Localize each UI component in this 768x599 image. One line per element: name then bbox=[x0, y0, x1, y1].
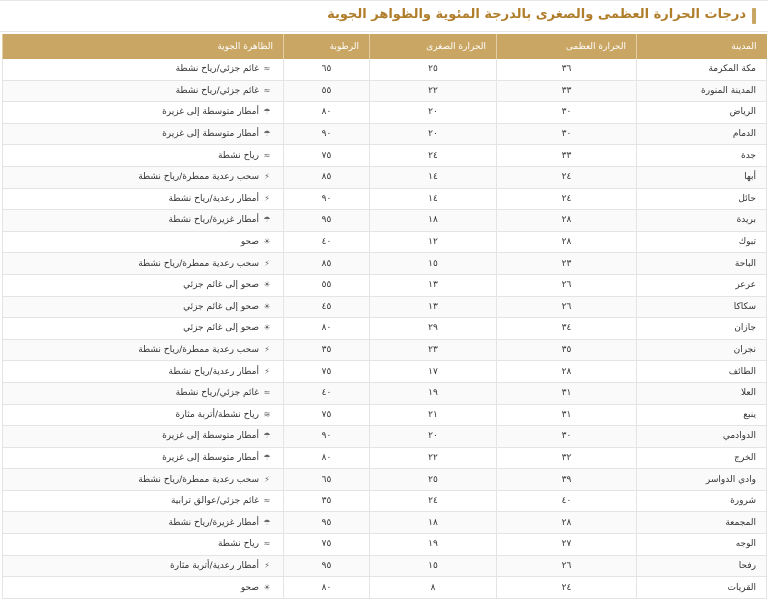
cell-city: نجران bbox=[637, 339, 767, 361]
phenomenon-text: صحو إلى غائم جزئي bbox=[183, 301, 259, 312]
sun-cloud-icon: ☀ bbox=[263, 301, 271, 311]
cell-phenomenon bbox=[3, 361, 284, 383]
cell-city: الباحة bbox=[637, 253, 767, 275]
cell-humidity: ٨٠ bbox=[284, 318, 370, 340]
cell-max-temp: ٣٦ bbox=[497, 59, 637, 80]
cell-max-temp: ٢٤ bbox=[497, 166, 637, 188]
cell-humidity: ٩٥ bbox=[284, 555, 370, 577]
cell-max-temp: ٢٨ bbox=[497, 361, 637, 383]
cell-phenomenon bbox=[3, 231, 284, 253]
thunder-icon: ⚡ bbox=[264, 345, 270, 355]
cell-phenomenon bbox=[3, 577, 284, 599]
cell-max-temp: ٣٤ bbox=[497, 318, 637, 340]
phenomenon-text: رياح نشطة bbox=[217, 539, 259, 550]
phenomenon-text: صحو bbox=[240, 237, 259, 248]
cell-max-temp: ٢٤ bbox=[497, 188, 637, 210]
cell-phenomenon bbox=[3, 555, 284, 577]
cell-city: وادي الدواسر bbox=[637, 469, 767, 491]
cell-humidity: ٥٥ bbox=[284, 274, 370, 296]
phenomenon-text: غائم جزئي/رياح نشطة bbox=[175, 64, 259, 75]
cell-phenomenon bbox=[3, 274, 284, 296]
cell-humidity: ٧٥ bbox=[284, 404, 370, 426]
table-row bbox=[3, 296, 767, 318]
cell-humidity: ٧٥ bbox=[284, 361, 370, 383]
cell-phenomenon bbox=[3, 469, 284, 491]
sun-icon: ☀ bbox=[263, 582, 271, 592]
cell-min-temp: ٢٢ bbox=[370, 447, 497, 469]
wind-icon: ≈ bbox=[263, 388, 271, 398]
cell-min-temp: ١٩ bbox=[370, 382, 497, 404]
cell-min-temp: ٢٤ bbox=[370, 145, 497, 167]
phenomenon-text: أمطار رعدية/أتربة مثارة bbox=[170, 560, 259, 571]
cell-humidity: ٣٥ bbox=[284, 490, 370, 512]
rain-icon: ☂ bbox=[263, 517, 271, 527]
cell-city: الدمام bbox=[637, 123, 767, 145]
phenomenon-text: رياح نشطة/أتربة مثارة bbox=[175, 409, 259, 420]
cell-phenomenon bbox=[3, 59, 284, 80]
phenomenon-text: صحو إلى غائم جزئي bbox=[183, 323, 259, 334]
cell-phenomenon bbox=[3, 447, 284, 469]
table-row bbox=[3, 534, 767, 556]
table-row bbox=[3, 490, 767, 512]
cell-humidity: ٥٥ bbox=[284, 80, 370, 102]
title-bar bbox=[0, 0, 768, 32]
table-body bbox=[3, 59, 767, 598]
wind-icon: ≈ bbox=[263, 85, 271, 95]
thunder-icon: ⚡ bbox=[264, 258, 270, 268]
cell-humidity: ٨٠ bbox=[284, 102, 370, 124]
cell-min-temp: ٢٥ bbox=[370, 469, 497, 491]
sun-icon: ☀ bbox=[263, 237, 271, 247]
cell-city: رفحا bbox=[637, 555, 767, 577]
header-city: المدينة bbox=[637, 34, 767, 59]
cell-max-temp: ٢٤ bbox=[497, 577, 637, 599]
cell-max-temp: ٣٢ bbox=[497, 447, 637, 469]
phenomenon-text: غائم جزئي/رياح نشطة bbox=[175, 85, 259, 96]
cell-phenomenon bbox=[3, 80, 284, 102]
cell-city: سكاكا bbox=[637, 296, 767, 318]
cell-phenomenon bbox=[3, 253, 284, 275]
cell-city: مكة المكرمة bbox=[637, 59, 767, 80]
table-row bbox=[3, 80, 767, 102]
table-row bbox=[3, 102, 767, 124]
cell-min-temp: ١٩ bbox=[370, 534, 497, 556]
table-row bbox=[3, 188, 767, 210]
table-row bbox=[3, 231, 767, 253]
cell-city: المجمعة bbox=[637, 512, 767, 534]
table-row bbox=[3, 447, 767, 469]
cell-humidity: ٧٥ bbox=[284, 534, 370, 556]
phenomenon-text: أمطار متوسطة إلى غزيرة bbox=[162, 129, 259, 140]
cell-city: حائل bbox=[637, 188, 767, 210]
cell-humidity: ٨٠ bbox=[284, 577, 370, 599]
dust-icon: ≋ bbox=[263, 409, 271, 419]
table-row bbox=[3, 166, 767, 188]
cell-humidity: ٤٠ bbox=[284, 231, 370, 253]
cell-min-temp: ٢٥ bbox=[370, 59, 497, 80]
cell-humidity: ٤٠ bbox=[284, 382, 370, 404]
cell-phenomenon bbox=[3, 123, 284, 145]
table-row bbox=[3, 361, 767, 383]
cell-humidity: ٩٠ bbox=[284, 123, 370, 145]
cell-city: الطائف bbox=[637, 361, 767, 383]
cell-phenomenon bbox=[3, 339, 284, 361]
cell-humidity: ٩٥ bbox=[284, 210, 370, 232]
table-row bbox=[3, 512, 767, 534]
phenomenon-text: أمطار رعدية/رياح نشطة bbox=[168, 366, 259, 377]
rain-icon: ☂ bbox=[263, 431, 271, 441]
cell-phenomenon bbox=[3, 490, 284, 512]
cell-humidity: ٩٥ bbox=[284, 512, 370, 534]
table-row bbox=[3, 274, 767, 296]
phenomenon-text: غائم جزئي/عوالق ترابية bbox=[170, 496, 259, 507]
cell-city: المدينة المنورة bbox=[637, 80, 767, 102]
cell-city: الخرج bbox=[637, 447, 767, 469]
header-max-temp: الحرارة العظمى bbox=[497, 34, 637, 59]
cell-min-temp: ١٤ bbox=[370, 188, 497, 210]
cell-phenomenon bbox=[3, 296, 284, 318]
cell-phenomenon bbox=[3, 145, 284, 167]
cell-phenomenon bbox=[3, 512, 284, 534]
cell-humidity: ٣٥ bbox=[284, 339, 370, 361]
cell-max-temp: ٣٠ bbox=[497, 426, 637, 448]
cell-min-temp: ١٤ bbox=[370, 166, 497, 188]
phenomenon-text: أمطار غزيرة/رياح نشطة bbox=[168, 517, 259, 528]
header-humidity: الرطوبة bbox=[284, 34, 370, 59]
table-row bbox=[3, 253, 767, 275]
cell-city: الرياض bbox=[637, 102, 767, 124]
table-row bbox=[3, 426, 767, 448]
thunder-icon: ⚡ bbox=[264, 172, 270, 182]
thunder-icon: ⚡ bbox=[264, 193, 270, 203]
phenomenon-text: صحو إلى غائم جزئي bbox=[183, 280, 259, 291]
cell-city: شرورة bbox=[637, 490, 767, 512]
phenomenon-text: سحب رعدية ممطرة/رياح نشطة bbox=[138, 172, 259, 183]
cell-humidity: ٩٠ bbox=[284, 188, 370, 210]
cell-min-temp: ٢٠ bbox=[370, 102, 497, 124]
cell-max-temp: ٢٦ bbox=[497, 296, 637, 318]
cell-city: الوجه bbox=[637, 534, 767, 556]
weather-table bbox=[2, 34, 767, 599]
cell-min-temp: ٢٠ bbox=[370, 426, 497, 448]
cell-max-temp: ٣٣ bbox=[497, 80, 637, 102]
table-row bbox=[3, 210, 767, 232]
cell-max-temp: ٢٦ bbox=[497, 555, 637, 577]
table-row bbox=[3, 59, 767, 80]
cell-phenomenon bbox=[3, 534, 284, 556]
rain-icon: ☂ bbox=[263, 215, 271, 225]
cell-max-temp: ٢٨ bbox=[497, 231, 637, 253]
cell-humidity: ٨٥ bbox=[284, 166, 370, 188]
cell-min-temp: ١٨ bbox=[370, 512, 497, 534]
cell-max-temp: ٢٨ bbox=[497, 210, 637, 232]
header-min-temp: الحرارة الصغرى bbox=[370, 34, 497, 59]
cell-phenomenon bbox=[3, 426, 284, 448]
cell-max-temp: ٢٦ bbox=[497, 274, 637, 296]
cell-min-temp: ١٣ bbox=[370, 274, 497, 296]
phenomenon-text: سحب رعدية ممطرة/رياح نشطة bbox=[138, 345, 259, 356]
cell-humidity: ٤٥ bbox=[284, 296, 370, 318]
phenomenon-text: سحب رعدية ممطرة/رياح نشطة bbox=[138, 258, 259, 269]
cell-max-temp: ٣٥ bbox=[497, 339, 637, 361]
table-row bbox=[3, 382, 767, 404]
cell-max-temp: ٢٣ bbox=[497, 253, 637, 275]
cell-phenomenon bbox=[3, 318, 284, 340]
cell-min-temp: ١٨ bbox=[370, 210, 497, 232]
cell-city: جازان bbox=[637, 318, 767, 340]
cell-city: الدوادمي bbox=[637, 426, 767, 448]
cell-max-temp: ٢٨ bbox=[497, 512, 637, 534]
wind-icon: ≈ bbox=[263, 64, 271, 74]
cell-max-temp: ٣١ bbox=[497, 382, 637, 404]
cell-city: تبوك bbox=[637, 231, 767, 253]
title-accent bbox=[752, 8, 756, 24]
cell-min-temp: ٢٩ bbox=[370, 318, 497, 340]
cell-min-temp: ١٢ bbox=[370, 231, 497, 253]
table-row bbox=[3, 577, 767, 599]
cell-min-temp: ١٥ bbox=[370, 253, 497, 275]
thunder-icon: ⚡ bbox=[264, 366, 270, 376]
cell-city: جدة bbox=[637, 145, 767, 167]
cell-city: عرعر bbox=[637, 274, 767, 296]
cell-city: العلا bbox=[637, 382, 767, 404]
phenomenon-text: رياح نشطة bbox=[217, 150, 259, 161]
table-row bbox=[3, 123, 767, 145]
header-phenomenon: الظاهرة الجوية bbox=[3, 34, 284, 59]
page-title: درجات الحرارة العظمى والصغرى بالدرجة المئوية والظواهر الجوية bbox=[327, 7, 746, 22]
cell-humidity: ٨٥ bbox=[284, 253, 370, 275]
cell-humidity: ٩٠ bbox=[284, 426, 370, 448]
rain-icon: ☂ bbox=[263, 452, 271, 462]
phenomenon-text: أمطار رعدية/رياح نشطة bbox=[168, 193, 259, 204]
cell-min-temp: ٢٢ bbox=[370, 80, 497, 102]
cell-min-temp: ٢١ bbox=[370, 404, 497, 426]
table-row bbox=[3, 555, 767, 577]
cell-city: بريدة bbox=[637, 210, 767, 232]
cell-min-temp: ١٧ bbox=[370, 361, 497, 383]
phenomenon-text: صحو bbox=[240, 582, 259, 593]
table-row bbox=[3, 318, 767, 340]
cell-phenomenon bbox=[3, 102, 284, 124]
cell-city: أبها bbox=[637, 166, 767, 188]
cell-phenomenon bbox=[3, 188, 284, 210]
table-row bbox=[3, 145, 767, 167]
cell-humidity: ٦٥ bbox=[284, 469, 370, 491]
cell-phenomenon bbox=[3, 382, 284, 404]
cell-max-temp: ٣٠ bbox=[497, 123, 637, 145]
cell-humidity: ٧٥ bbox=[284, 145, 370, 167]
cell-humidity: ٨٠ bbox=[284, 447, 370, 469]
wind-icon: ≈ bbox=[263, 496, 271, 506]
cell-min-temp: ٢٠ bbox=[370, 123, 497, 145]
thunder-icon: ⚡ bbox=[264, 474, 270, 484]
rain-icon: ☂ bbox=[263, 107, 271, 117]
cell-city: القريات bbox=[637, 577, 767, 599]
cell-max-temp: ٣٩ bbox=[497, 469, 637, 491]
phenomenon-text: أمطار متوسطة إلى غزيرة bbox=[162, 107, 259, 118]
sun-cloud-icon: ☀ bbox=[263, 280, 271, 290]
table-row bbox=[3, 469, 767, 491]
cell-humidity: ٦٥ bbox=[284, 59, 370, 80]
cell-city: ينبع bbox=[637, 404, 767, 426]
wind-icon: ≈ bbox=[263, 539, 271, 549]
cell-phenomenon bbox=[3, 210, 284, 232]
cell-min-temp: ٢٣ bbox=[370, 339, 497, 361]
cell-min-temp: ١٥ bbox=[370, 555, 497, 577]
rain-icon: ☂ bbox=[263, 129, 271, 139]
phenomenon-text: أمطار متوسطة إلى غزيرة bbox=[162, 452, 259, 463]
thunder-icon: ⚡ bbox=[264, 560, 270, 570]
wind-icon: ≈ bbox=[263, 150, 271, 160]
cell-max-temp: ٤٠ bbox=[497, 490, 637, 512]
table-header-row bbox=[3, 34, 767, 59]
table-row bbox=[3, 339, 767, 361]
sun-cloud-icon: ☀ bbox=[263, 323, 271, 333]
cell-min-temp: ٢٤ bbox=[370, 490, 497, 512]
table-row bbox=[3, 404, 767, 426]
cell-min-temp: ٨ bbox=[370, 577, 497, 599]
cell-max-temp: ٣٠ bbox=[497, 102, 637, 124]
cell-min-temp: ١٣ bbox=[370, 296, 497, 318]
phenomenon-text: أمطار متوسطة إلى غزيرة bbox=[162, 431, 259, 442]
cell-max-temp: ٣٣ bbox=[497, 145, 637, 167]
cell-phenomenon bbox=[3, 166, 284, 188]
cell-phenomenon bbox=[3, 404, 284, 426]
phenomenon-text: غائم جزئي/رياح نشطة bbox=[175, 388, 259, 399]
cell-max-temp: ٢٧ bbox=[497, 534, 637, 556]
phenomenon-text: أمطار غزيرة/رياح نشطة bbox=[168, 215, 259, 226]
cell-max-temp: ٣١ bbox=[497, 404, 637, 426]
phenomenon-text: سحب رعدية ممطرة/رياح نشطة bbox=[138, 474, 259, 485]
